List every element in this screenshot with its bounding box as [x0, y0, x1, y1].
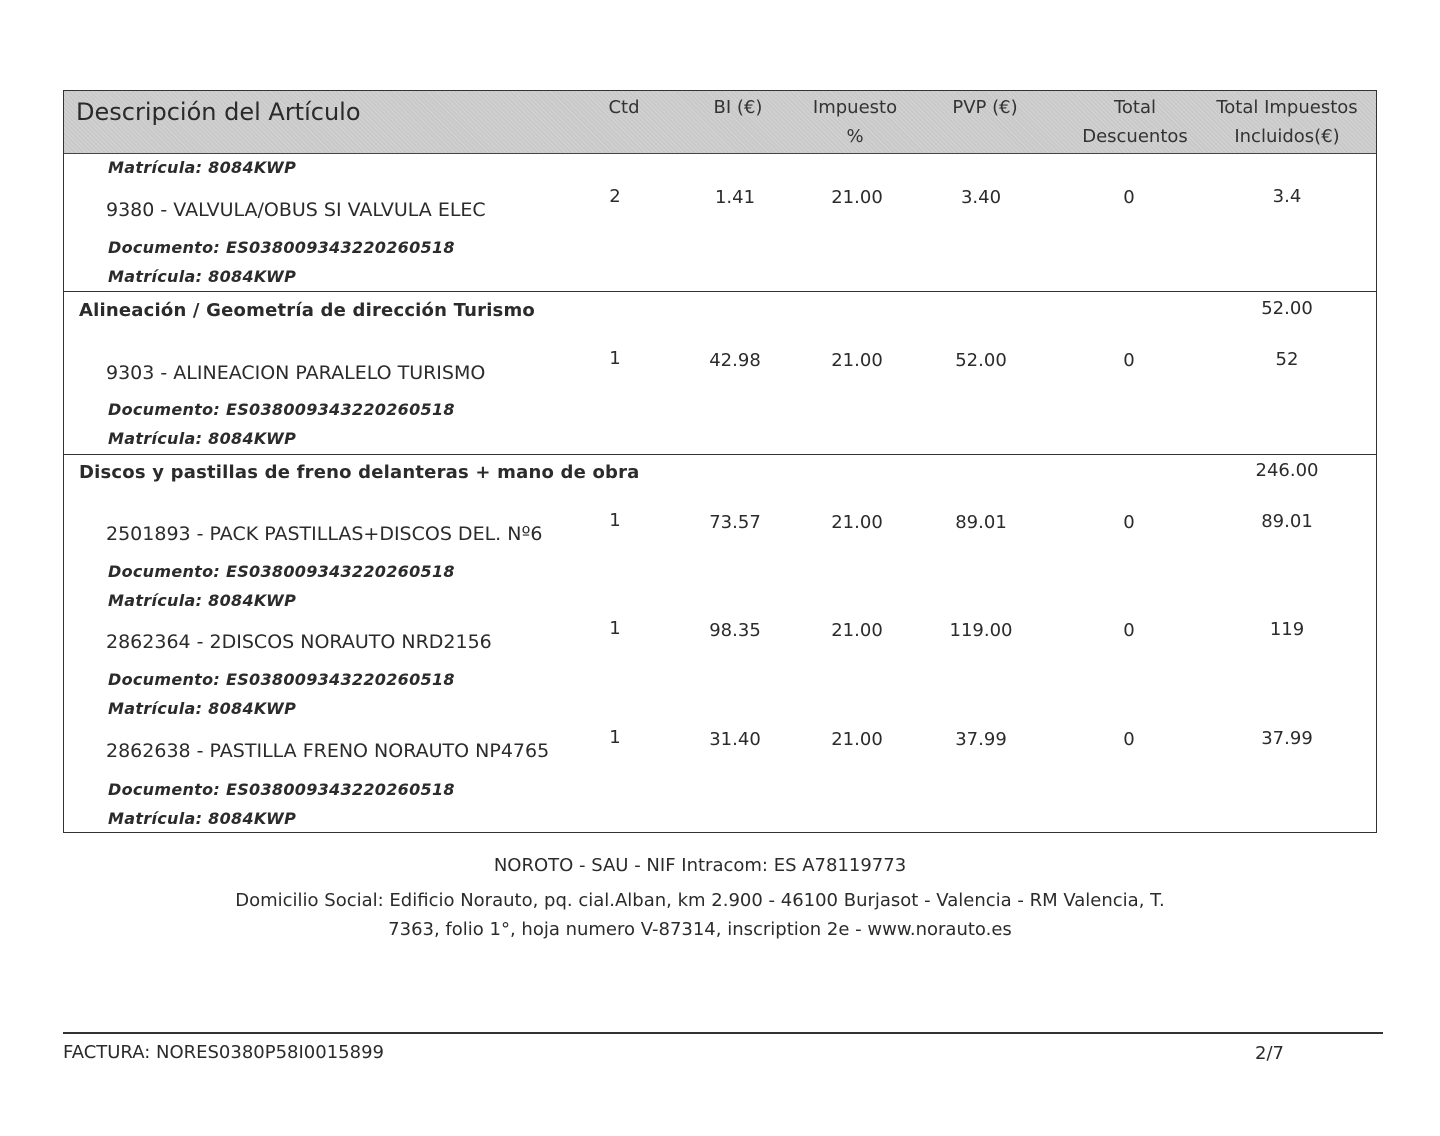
item-label: 2501893 - PACK PASTILLAS+DISCOS DEL. Nº6	[106, 523, 543, 545]
item-total: 52	[1275, 349, 1299, 370]
invoice-number: FACTURA: NORES0380P58I0015899	[63, 1042, 384, 1063]
matricula-text: Matrícula: 8084KWP	[108, 699, 297, 718]
row-divider	[64, 291, 1376, 292]
item-bi: 1.41	[714, 187, 756, 208]
item-total: 119	[1269, 619, 1305, 640]
group-total: 52.00	[1261, 298, 1313, 319]
documento-text: Documento: ES038009343220260518	[108, 670, 455, 689]
item-ctd: 1	[609, 618, 621, 639]
header-pvp: PVP (€)	[952, 97, 1018, 118]
item-pvp: 3.40	[960, 187, 1002, 208]
item-label: 9303 - ALINEACION PARALELO TURISMO	[106, 362, 486, 384]
company-info: NOROTO - SAU - NIF Intracom: ES A78119773	[493, 855, 907, 876]
item-ctd: 1	[609, 727, 621, 748]
group-title: Discos y pastillas de freno delanteras + mano de obra	[79, 462, 640, 483]
item-bi: 98.35	[709, 620, 761, 641]
header-bi: BI (€)	[713, 97, 763, 118]
matricula-text: Matrícula: 8084KWP	[108, 591, 297, 610]
item-bi: 42.98	[709, 350, 761, 371]
item-ctd: 2	[609, 186, 621, 207]
item-descuentos: 0	[1123, 350, 1135, 371]
item-pvp: 52.00	[955, 350, 1007, 371]
item-descuentos: 0	[1123, 620, 1135, 641]
group-title: Alineación / Geometría de dirección Turismo	[79, 300, 535, 321]
address-line: 7363, folio 1°, hoja numero V-87314, inscription 2e - www.norauto.es	[388, 919, 1012, 940]
item-ctd: 1	[609, 348, 621, 369]
item-bi: 31.40	[709, 729, 761, 750]
item-impuesto: 21.00	[831, 620, 883, 641]
matricula-text: Matrícula: 8084KWP	[108, 267, 297, 286]
item-impuesto: 21.00	[831, 187, 883, 208]
row-divider	[64, 454, 1376, 455]
header-ctd: Ctd	[608, 97, 640, 118]
item-pvp: 89.01	[955, 512, 1007, 533]
header-total-descuentos: Total Descuentos	[1082, 97, 1188, 147]
documento-text: Documento: ES038009343220260518	[108, 562, 455, 581]
item-total: 37.99	[1261, 728, 1313, 749]
documento-text: Documento: ES038009343220260518	[108, 780, 455, 799]
item-descuentos: 0	[1123, 729, 1135, 750]
item-label: 9380 - VALVULA/OBUS SI VALVULA ELEC	[106, 199, 486, 221]
header-description: Descripción del Artículo	[76, 98, 361, 126]
item-total: 3.4	[1272, 186, 1302, 207]
group-total: 246.00	[1255, 460, 1319, 481]
item-impuesto: 21.00	[831, 729, 883, 750]
documento-text: Documento: ES038009343220260518	[108, 400, 455, 419]
item-label: 2862638 - PASTILLA FRENO NORAUTO NP4765	[106, 740, 550, 762]
matricula-text: Matrícula: 8084KWP	[108, 158, 297, 177]
header-total-impuestos: Total Impuestos Incluidos(€)	[1216, 97, 1358, 147]
item-descuentos: 0	[1123, 512, 1135, 533]
item-pvp: 119.00	[949, 620, 1013, 641]
header-impuesto: Impuesto %	[812, 97, 898, 147]
item-impuesto: 21.00	[831, 512, 883, 533]
item-ctd: 1	[609, 510, 621, 531]
item-impuesto: 21.00	[831, 350, 883, 371]
item-descuentos: 0	[1123, 187, 1135, 208]
page-number: 2/7	[1255, 1043, 1284, 1064]
footer-divider	[63, 1032, 1383, 1034]
item-bi: 73.57	[709, 512, 761, 533]
item-total: 89.01	[1261, 511, 1313, 532]
address-line: Domicilio Social: Edificio Norauto, pq. cial.Alban, km 2.900 - 46100 Burjasot - Valencia - RM Valencia, T.	[235, 890, 1165, 911]
documento-text: Documento: ES038009343220260518	[108, 238, 455, 257]
item-label: 2862364 - 2DISCOS NORAUTO NRD2156	[106, 631, 492, 653]
matricula-text: Matrícula: 8084KWP	[108, 809, 297, 828]
matricula-text: Matrícula: 8084KWP	[108, 429, 297, 448]
item-pvp: 37.99	[955, 729, 1007, 750]
